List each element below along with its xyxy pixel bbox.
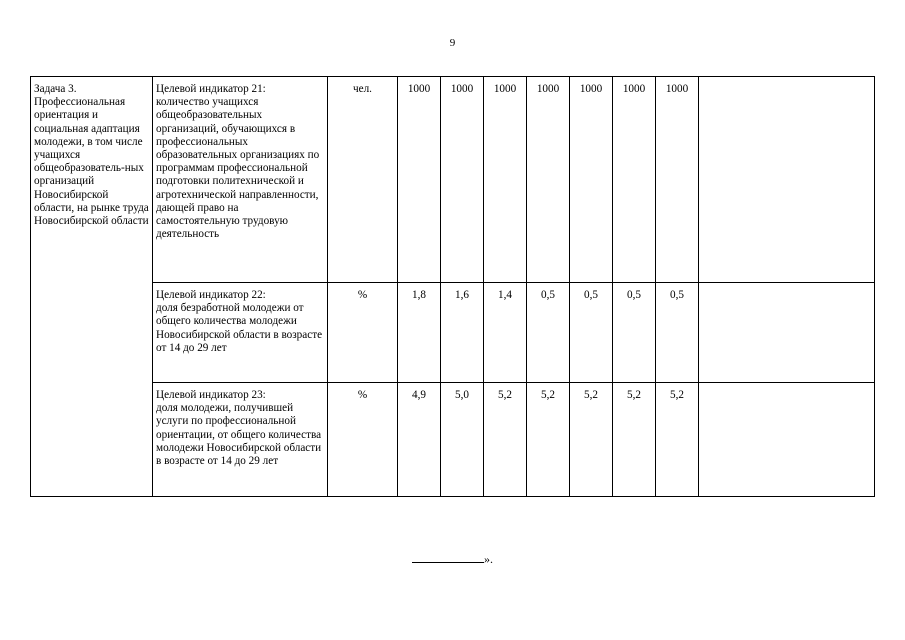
value-cell: 1000 — [656, 77, 699, 283]
value-cell: 5,2 — [527, 383, 570, 497]
value-cell: 5,2 — [613, 383, 656, 497]
note-cell — [699, 77, 875, 283]
indicator-title: Целевой индикатор 23: — [156, 389, 266, 401]
value-cell: 1000 — [527, 77, 570, 283]
value-cell: 0,5 — [656, 283, 699, 383]
value-cell: 1000 — [398, 77, 441, 283]
indicator-cell — [153, 383, 328, 497]
unit-cell: чел. — [328, 77, 398, 283]
value-cell: 0,5 — [613, 283, 656, 383]
value-cell: 4,9 — [398, 383, 441, 497]
indicators-table — [30, 76, 875, 497]
value-cell: 1,6 — [441, 283, 484, 383]
value-cell: 5,2 — [484, 383, 527, 497]
table-row — [31, 283, 875, 383]
page-number: 9 — [449, 37, 456, 49]
value-cell: 5,0 — [441, 383, 484, 497]
value-cell: 1000 — [570, 77, 613, 283]
note-cell — [699, 283, 875, 383]
value-cell: 1000 — [441, 77, 484, 283]
indicator-title: Целевой индикатор 21: — [156, 83, 266, 95]
unit-cell: % — [328, 283, 398, 383]
value-cell: 0,5 — [570, 283, 613, 383]
note-cell — [699, 383, 875, 497]
closing-mark — [0, 552, 905, 567]
indicator-cell — [153, 283, 328, 383]
value-cell: 1000 — [484, 77, 527, 283]
value-cell: 0,5 — [527, 283, 570, 383]
indicator-text: доля молодежи, получившей услуги по профессиональной ориентации, от общего количества молодежи Новосибирской области в возрасте от 14 до 29 лет — [156, 402, 322, 468]
value-cell: 5,2 — [570, 383, 613, 497]
value-cell: 5,2 — [656, 383, 699, 497]
indicator-title: Целевой индикатор 22: — [156, 289, 266, 301]
closing-quote: ». — [484, 552, 493, 566]
table-row — [31, 77, 875, 283]
signature-line — [412, 552, 484, 563]
value-cell: 1000 — [613, 77, 656, 283]
indicator-cell — [153, 77, 328, 283]
value-cell: 1,4 — [484, 283, 527, 383]
task-cell: Задача 3. Профессиональная ориентация и социальная адаптация молодежи, в том числе учащихся общеобразователь-ных организаций Новосибирской области, на рынке труда Новосибирской области — [31, 77, 153, 497]
indicator-text: количество учащихся общеобразовательных организаций, обучающихся в профессиональных образовательных организациях по программам профессиональной подготовки политехнической и агротехнической направленности, дающей право на самостоятельную трудовую деятельность — [156, 96, 320, 241]
indicator-text: доля безработной молодежи от общего количества молодежи Новосибирской области в возрасте от 14 до 29 лет — [156, 302, 323, 354]
value-cell: 1,8 — [398, 283, 441, 383]
table-row — [31, 383, 875, 497]
unit-cell: % — [328, 383, 398, 497]
